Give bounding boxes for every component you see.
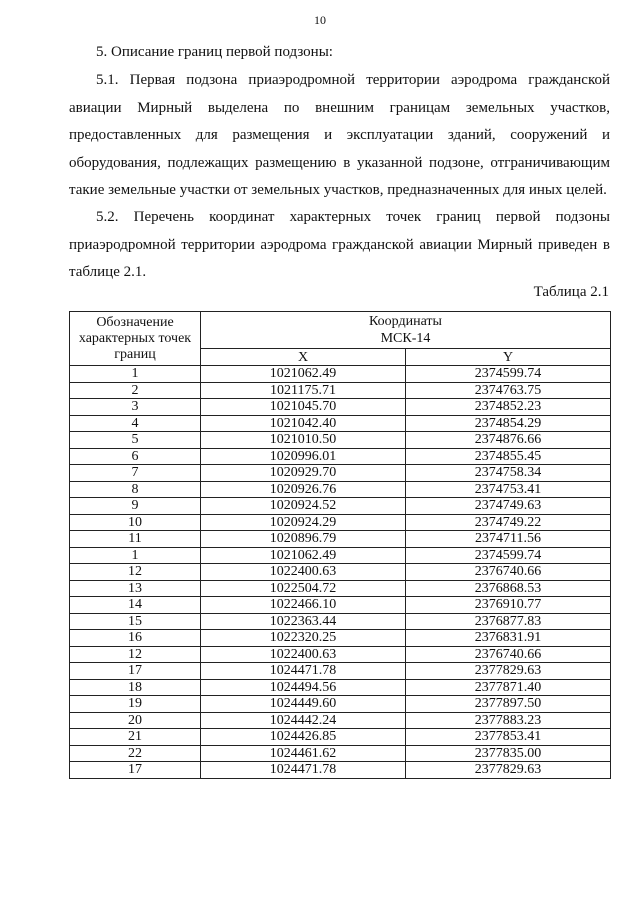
header-y: Y (406, 349, 611, 366)
header-x: X (201, 349, 406, 366)
point-cell: 1 (70, 366, 201, 383)
x-cell: 1020929.70 (201, 465, 406, 482)
table-row (70, 663, 611, 680)
point-cell: 15 (70, 613, 201, 630)
header-coordinates (201, 312, 611, 349)
table-row (70, 432, 611, 449)
y-cell: 2377871.40 (406, 679, 611, 696)
point-cell: 7 (70, 465, 201, 482)
point-cell: 20 (70, 712, 201, 729)
x-cell: 1024494.56 (201, 679, 406, 696)
point-cell: 17 (70, 663, 201, 680)
x-cell: 1024426.85 (201, 729, 406, 746)
table-row (70, 514, 611, 531)
table-row (70, 696, 611, 713)
x-cell: 1024471.78 (201, 663, 406, 680)
y-cell: 2374749.22 (406, 514, 611, 531)
header-coordinate-system: МСК-14 (380, 331, 431, 346)
x-cell: 1024442.24 (201, 712, 406, 729)
table-row (70, 630, 611, 647)
y-cell: 2374599.74 (406, 366, 611, 383)
y-cell: 2377829.63 (406, 762, 611, 779)
table-row (70, 679, 611, 696)
x-cell: 1022466.10 (201, 597, 406, 614)
table-row (70, 448, 611, 465)
table-row (70, 762, 611, 779)
y-cell: 2374758.34 (406, 465, 611, 482)
y-cell: 2374854.29 (406, 415, 611, 432)
y-cell: 2377835.00 (406, 745, 611, 762)
point-cell: 9 (70, 498, 201, 515)
y-cell: 2376877.83 (406, 613, 611, 630)
table-row (70, 547, 611, 564)
table-row (70, 415, 611, 432)
point-cell: 5 (70, 432, 201, 449)
point-cell: 22 (70, 745, 201, 762)
x-cell: 1020924.29 (201, 514, 406, 531)
coordinates-table (69, 311, 611, 779)
table-row (70, 646, 611, 663)
x-cell: 1024461.62 (201, 745, 406, 762)
point-cell: 4 (70, 415, 201, 432)
y-cell: 2377883.23 (406, 712, 611, 729)
table-row (70, 465, 611, 482)
x-cell: 1022320.25 (201, 630, 406, 647)
point-cell: 21 (70, 729, 201, 746)
table-caption: Таблица 2.1 (533, 284, 609, 300)
table-body (70, 366, 611, 779)
table-row (70, 745, 611, 762)
x-cell: 1020996.01 (201, 448, 406, 465)
point-cell: 1 (70, 547, 201, 564)
y-cell: 2376868.53 (406, 580, 611, 597)
table-row (70, 531, 611, 548)
page-number: 10 (314, 13, 326, 27)
y-cell: 2374711.56 (406, 531, 611, 548)
x-cell: 1022504.72 (201, 580, 406, 597)
table-row (70, 712, 611, 729)
x-cell: 1022400.63 (201, 564, 406, 581)
point-cell: 11 (70, 531, 201, 548)
x-cell: 1021010.50 (201, 432, 406, 449)
x-cell: 1020896.79 (201, 531, 406, 548)
y-cell: 2377829.63 (406, 663, 611, 680)
y-cell: 2376910.77 (406, 597, 611, 614)
table-row (70, 564, 611, 581)
x-cell: 1021042.40 (201, 415, 406, 432)
point-cell: 16 (70, 630, 201, 647)
y-cell: 2374852.23 (406, 399, 611, 416)
y-cell: 2374855.45 (406, 448, 611, 465)
y-cell: 2374763.75 (406, 382, 611, 399)
point-cell: 18 (70, 679, 201, 696)
header-point-designation: Обозначение характерных точек границ (70, 312, 201, 366)
table-row (70, 366, 611, 383)
table-row (70, 613, 611, 630)
x-cell: 1022363.44 (201, 613, 406, 630)
point-cell: 12 (70, 646, 201, 663)
point-cell: 17 (70, 762, 201, 779)
point-cell: 13 (70, 580, 201, 597)
x-cell: 1021062.49 (201, 547, 406, 564)
table-row (70, 382, 611, 399)
x-cell: 1024449.60 (201, 696, 406, 713)
y-cell: 2377897.50 (406, 696, 611, 713)
y-cell: 2376831.91 (406, 630, 611, 647)
x-cell: 1020926.76 (201, 481, 406, 498)
table-row (70, 597, 611, 614)
header-coordinates-title: Координаты (369, 314, 442, 329)
table-row (70, 498, 611, 515)
x-cell: 1020924.52 (201, 498, 406, 515)
table-row (70, 481, 611, 498)
point-cell: 19 (70, 696, 201, 713)
paragraph-5-1: 5.1. Первая подзона приаэродромной территории аэродрома гражданской авиации Мирный выделена по внешним границам земельных участков, предоставленных для размещения и эксплуатации зданий, сооружений и оборудования, подлежащих размещению в указанной подзоне, отграничивающим такие земельные участки от земельных участков, предназначенных для иных целей. (69, 72, 610, 198)
x-cell: 1021062.49 (201, 366, 406, 383)
point-cell: 2 (70, 382, 201, 399)
table-row (70, 580, 611, 597)
point-cell: 6 (70, 448, 201, 465)
y-cell: 2376740.66 (406, 564, 611, 581)
paragraph-5-2: 5.2. Перечень координат характерных точек границ первой подзоны приаэродромной территории аэродрома гражданской авиации Мирный приведен в таблице 2.1. (69, 209, 610, 280)
table-row (70, 399, 611, 416)
point-cell: 12 (70, 564, 201, 581)
y-cell: 2374753.41 (406, 481, 611, 498)
x-cell: 1021045.70 (201, 399, 406, 416)
section-heading: 5. Описание границ первой подзоны: (96, 44, 333, 60)
y-cell: 2377853.41 (406, 729, 611, 746)
y-cell: 2374749.63 (406, 498, 611, 515)
y-cell: 2376740.66 (406, 646, 611, 663)
y-cell: 2374599.74 (406, 547, 611, 564)
point-cell: 10 (70, 514, 201, 531)
x-cell: 1021175.71 (201, 382, 406, 399)
table-row (70, 729, 611, 746)
x-cell: 1024471.78 (201, 762, 406, 779)
point-cell: 14 (70, 597, 201, 614)
y-cell: 2374876.66 (406, 432, 611, 449)
point-cell: 8 (70, 481, 201, 498)
point-cell: 3 (70, 399, 201, 416)
x-cell: 1022400.63 (201, 646, 406, 663)
